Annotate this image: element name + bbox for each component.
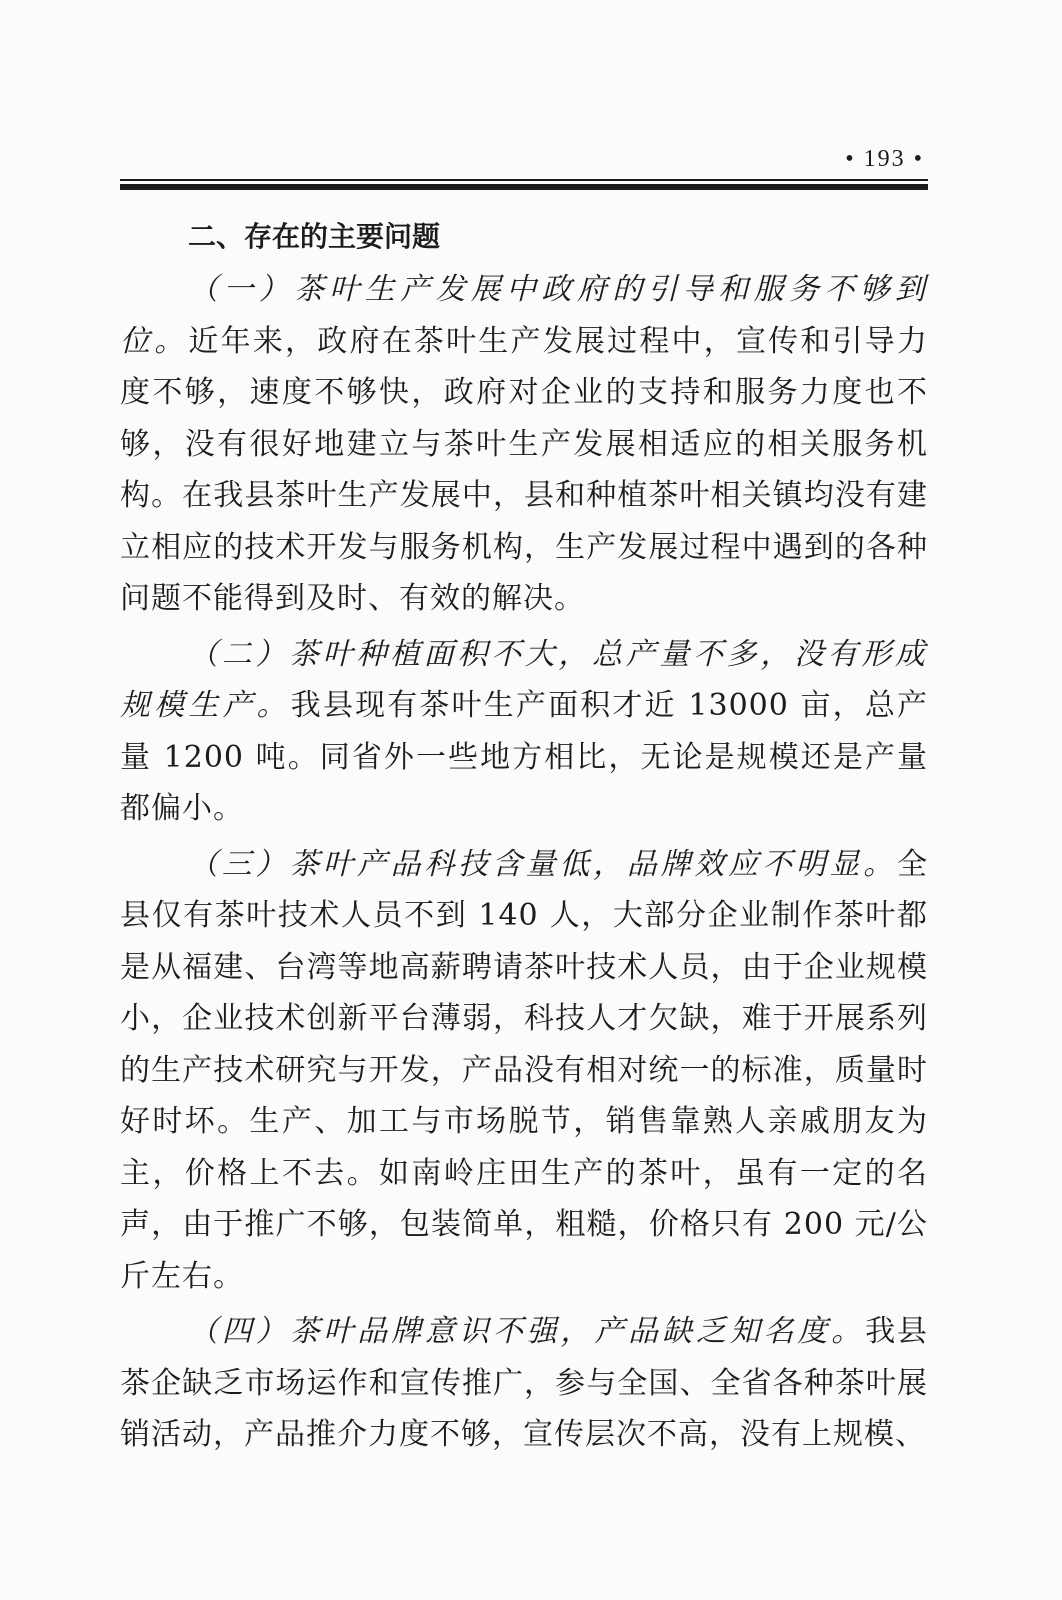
paragraph-4-body: 我县茶企缺乏市场运作和宣传推广，参与全国、全省各种茶叶展销活动，产品推介力度不够，宣传层次不高，没有上规模、 <box>120 1314 929 1452</box>
paragraph-3 <box>120 839 928 1303</box>
paragraph-3-body: 全县仅有茶叶技术人员不到 140 人，大部分企业制作茶叶都是从福建、台湾等地高薪聘请茶叶技术人员，由于企业规模小，企业技术创新平台薄弱，科技人才欠缺，难于开展系列的生产技术研究与开发，产品没有相对统一的标准，质量时好时坏。生产、加工与市场脱节，销售靠熟人亲戚朋友为主，价格上不去。如南岭庄田生产的茶叶，虽有一定的名声，由于推广不够，包装简单，粗糙，价格只有 200 元/公斤左右。 <box>120 846 928 1294</box>
paragraph-2 <box>120 629 928 835</box>
paragraph-1 <box>120 264 928 625</box>
header-rule-thick <box>120 184 928 190</box>
header-rule-thin <box>120 179 928 181</box>
section-heading: 二、存在的主要问题 <box>188 220 441 253</box>
paragraph-2-body: 我县现有茶叶生产面积才近 13000 亩，总产量 1200 吨。同省外一些地方相比，无论是规模还是产量都偏小。 <box>120 688 928 826</box>
paragraph-3-lead: （三）茶叶产品科技含量低，品牌效应不明显。 <box>188 846 897 882</box>
paragraph-1-body: 近年来，政府在茶叶生产发展过程中，宣传和引导力度不够，速度不够快，政府对企业的支持和服务力度也不够，没有很好地建立与茶叶生产发展相适应的相关服务机构。在我县茶叶生产发展中，县和种植茶叶相关镇均没有建立相应的技术开发与服务机构，生产发展过程中遇到的各种问题不能得到及时、有效的解决。 <box>120 323 929 616</box>
paragraph-4-lead: （四）茶叶品牌意识不强，产品缺乏知名度。 <box>188 1314 866 1349</box>
paragraph-1-lead: （一）茶叶生产发展中政府的引导和服务不够到位。 <box>120 272 928 359</box>
paragraph-4 <box>120 1306 928 1461</box>
page-content <box>120 210 928 1461</box>
paragraph-2-lead: （二）茶叶种植面积不大，总产量不多，没有形成规模生产。 <box>120 636 928 723</box>
page-number: • 193 • <box>845 146 924 172</box>
